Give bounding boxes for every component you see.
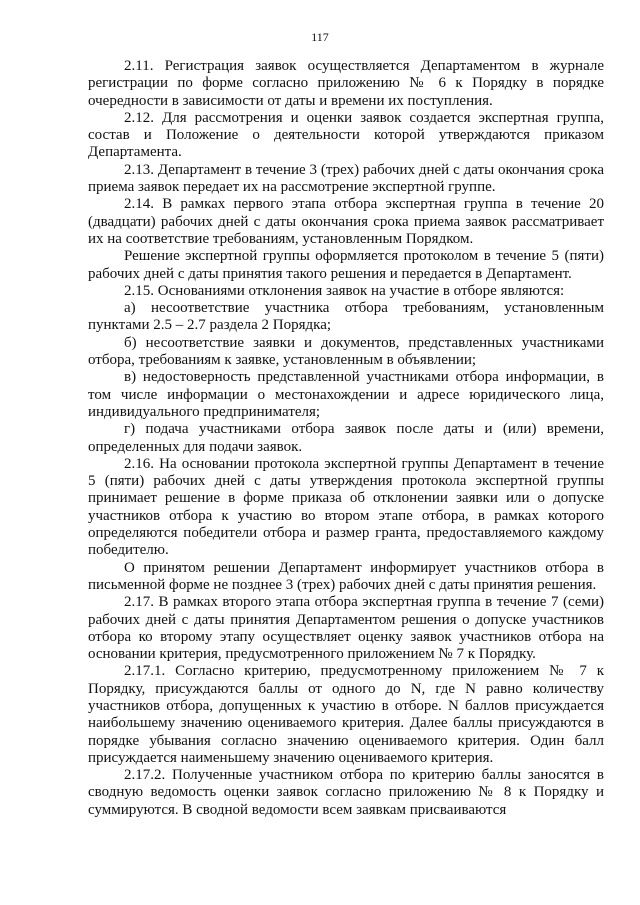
list-item-g: г) подача участниками отбора заявок после даты и (или) времени, определенных для подачи заявок. [88, 421, 604, 455]
paragraph-2-14: 2.14. В рамках первого этапа отбора экспертная группа в течение 20 (двадцати) рабочих дней с даты окончания срока приема заявок рассматривает их на соответствие требованиям, установленным Порядком. [88, 196, 604, 247]
paragraph-2-13: 2.13. Департамент в течение 3 (трех) рабочих дней с даты окончания срока приема заявок передает их на рассмотрение экспертной группе. [88, 161, 604, 196]
paragraph-2-16: 2.16. На основании протокола экспертной группы Департамент в течение 5 (пяти) рабочих дней с даты утверждения протокола экспертной группы принимает решение в форме приказа об отклонении заявки или о допуске участников отбора к участию во втором этапе отбора, в рамках которого определяются победители отбора и размер гранта, предоставляемого каждому победителю. [88, 455, 604, 559]
paragraph-2-17-1: 2.17.1. Согласно критерию, предусмотренному приложением № 7 к Порядку, присуждаются баллы от одного до N, где N равно количеству участников отбора, допущенных к участию в отборе. N баллов присуждается наибольшему значению оцениваемого критерия. Далее баллы присуждаются в порядке убывания согласно значению оцениваемого критерия. Один балл присуждается наименьшему значению оцениваемого критерия. [88, 663, 604, 766]
paragraph-notification: О принятом решении Департамент информирует участников отбора в письменной форме не позднее 3 (трех) рабочих дней с даты принятия решения. [88, 559, 604, 593]
paragraph-protocol-decision: Решение экспертной группы оформляется протоколом в течение 5 (пяти) рабочих дней с даты принятия такого решения и передается в Департамент. [88, 248, 604, 282]
paragraph-2-17-2: 2.17.2. Полученные участником отбора по критерию баллы заносятся в сводную ведомость оценки заявок согласно приложению № 8 к Порядку и суммируются. В сводной ведомости всем заявкам присваиваются [88, 767, 604, 818]
list-item-v: в) недостоверность представленной участниками отбора информации, в том числе информации о местонахождении и адресе юридического лица, индивидуального предпринимателя; [88, 369, 604, 420]
document-body [88, 58, 604, 819]
list-item-b: б) несоответствие заявки и документов, представленных участниками отбора, требованиям к заявке, установленным в объявлении; [88, 334, 604, 369]
page-number: 117 [311, 30, 329, 44]
paragraph-2-12: 2.12. Для рассмотрения и оценки заявок создается экспертная группа, состав и Положение о деятельности которой утверждаются приказом Департамента. [88, 109, 604, 161]
list-item-a: а) несоответствие участника отбора требованиям, установленным пунктами 2.5 – 2.7 раздела 2 Порядка; [88, 300, 604, 334]
paragraph-2-11: 2.11. Регистрация заявок осуществляется Департаментом в журнале регистрации по форме согласно приложению № 6 к Порядку в порядке очередности в зависимости от даты и времени их поступления. [88, 58, 604, 109]
paragraph-2-15: 2.15. Основаниями отклонения заявок на участие в отборе являются: [124, 282, 565, 299]
paragraph-2-17: 2.17. В рамках второго этапа отбора экспертная группа в течение 7 (семи) рабочих дней с даты принятия Департаментом решения о допуске участников отбора ко второму этапу осуществляет оценку заявок участников отбора на основании критерия, предусмотренного приложением № 7 к Порядку. [88, 594, 604, 663]
